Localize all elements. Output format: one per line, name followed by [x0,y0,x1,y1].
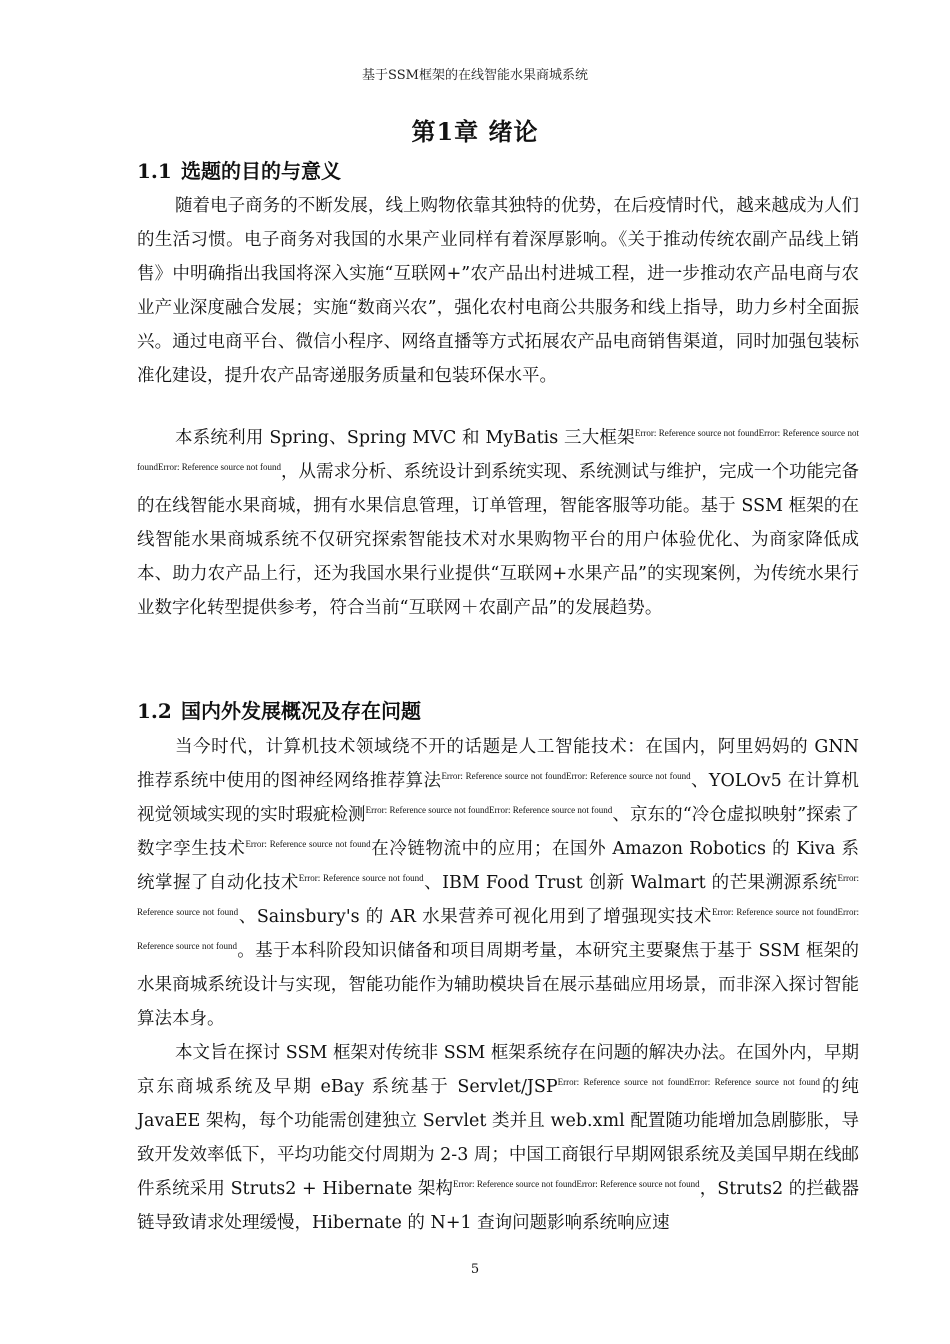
paragraph-4: 本文旨在探讨 SSM 框架对传统非 SSM 框架系统存在问题的解决办法。在国外内，早期京东商城系统及早期 eBay 系统基于 Servlet/$JSP^{Error: Reference source not foundError: Reference source not found}$的纯 JavaEE 架构，每个功能需创建独立 Servlet 类并且 web.xml 配置随功能增加急剧膨胀，导致开发效率低下，平均功能交付周期为 2-3 周；中国工商银行早期网银系统及美国早期在线邮件系统采用 Struts2 + Hibernate 架构$^{Error: Reference source not foundError: Reference source not found}$，Struts2 的拦截器链导致请求处理缓慢，Hibernate 的 N+1 查询问题影响系统响应速 [137,1043,859,1233]
citation-error: Error: Reference source not foundError: Reference source not found [557,1077,820,1088]
citation-error: Error: Reference source not foundError: Reference source not found [137,907,859,952]
paragraph-2: 本系统利用 Spring、Spring MVC 和 MyBatis 三大框架$^{Error: Reference source not foundError: Reference source not foundError: Reference source not found}$，从需求分析、系统设计到系统实现、系统测试与维护，完成一个功能完备的在线智能水果商城，拥有水果信息管理，订单管理，智能客服等功能。基于 SSM 框架的在线智能水果商城系统不仅研究探索智能技术对水果购物平台的用户体验优化、为商家降低成本、助力农产品上行，还为我国水果行业提供“互联网+水果产品”的实现案例，为传统水果行业数字化转型提供参考，符合当前“互联网＋农副产品”的发展趋势。 [137,428,860,618]
citation-error: Error: Reference source not found [298,873,424,884]
paragraph-1: 随着电子商务的不断发展，线上购物依靠其独特的优势，在后疫情时代，越来越成为人们的生活习惯。电子商务对我国的水果产业同样有着深厚影响。《关于推动传统农副产品线上销售》中明确指出我国将深入实施“互联网+”农产品出村进城工程，进一步推动农产品电商与农业产业深度融合发展；实施“数商兴农”，强化农村电商公共服务和线上指导，助力乡村全面振兴。通过电商平台、微信小程序、网络直播等方式拓展农产品电商销售渠道，同时加强包装标准化建设，提升农产品寄递服务质量和包装环保水平。 [137,196,859,386]
section-number: 1.2 [137,699,172,723]
running-header: 基于SSM框架的在线智能水果商城系统 [362,68,588,83]
citation-error: Error: Reference source not foundError: Reference source not found [453,1179,700,1190]
citation-error: Error: Reference source not foundError: Reference source not found [365,805,613,816]
citation-error: Error: Reference source not found [137,873,859,918]
chapter-title: 第1章 绪论 [411,117,539,146]
section-number: 1.1 [137,159,172,183]
section-title: 国内外发展概况及存在问题 [181,699,421,723]
citation-error: Error: Reference source not foundError: Reference source not found [441,771,691,782]
citation-error: Error: Reference source not foundError: Reference source not foundError: Reference source not found [137,428,859,473]
page-number: 5 [470,1262,480,1277]
section-heading-1-2 [137,695,421,724]
citation-error: Error: Reference source not found [245,839,371,850]
section-heading-1-1 [137,155,341,184]
paragraph-3: 当今时代，计算机技术领域绕不开的话题是人工智能技术：在国内，阿里妈妈的 GNN 推荐系统中使用的图神经网络推荐算法$^{Error: Reference source not foundError: Reference source not found}$、YOLOv5 在计算机视觉领域实现的实时瑕疵检测$^{Error: Reference source not foundError: Reference source not found}$、京东的“冷仓虚拟映射”探索了数字孪生技术$^{Error: Reference source not found}$在冷链物流中的应用；在国外 Amazon Robotics 的 Kiva 系统掌握了自动化技术$^{Error: Reference source not found}$、IBM Food Trust 创新 Walmart 的芒果溯源系统$^{Error: Reference source not found}$、Sainsbury's 的 AR 水果营养可视化用到了增强现实技术$^{Error: Reference source not foundError: Reference source not found}$。基于本科阶段知识储备和项目周期考量，本研究主要聚焦于基于 SSM 框架的水果商城系统设计与实现，智能功能作为辅助模块旨在展示基础应用场景，而非深入探讨智能算法本身。 [137,737,860,1029]
section-title: 选题的目的与意义 [181,159,341,183]
